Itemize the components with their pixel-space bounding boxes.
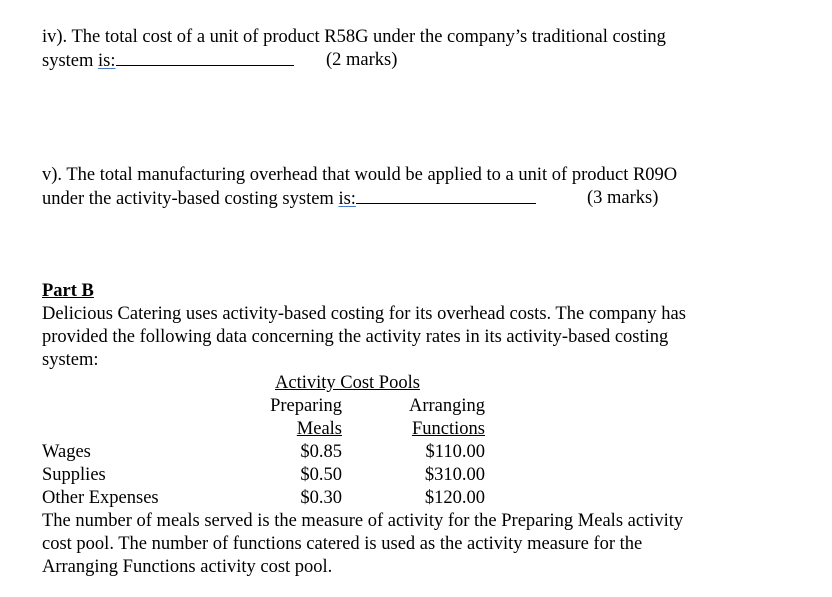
question-v-line1: v). The total manufacturing overhead that would be applied to a unit of product R09O [42, 165, 678, 185]
table-cell: $120.00 [424, 488, 485, 508]
question-v-line2-prefix: under the activity-based costing system [42, 189, 339, 209]
answer-blank-iv[interactable] [116, 49, 294, 66]
question-iv-line2 [42, 49, 294, 72]
table-row-label: Other Expenses [42, 488, 159, 508]
part-b-closing-line: Arranging Functions activity cost pool. [42, 557, 333, 577]
table-row-label: Wages [42, 442, 91, 462]
question-iv-line1: iv). The total cost of a unit of product R58G under the company’s traditional costing [42, 27, 666, 47]
question-v-line2 [42, 187, 536, 210]
question-v-is-label: is: [338, 189, 356, 209]
question-iv-marks: (2 marks) [326, 50, 398, 70]
col1-header-line: Preparing [270, 396, 342, 416]
col1-header-cell [243, 418, 342, 441]
table-cell: $0.85 [300, 442, 342, 462]
table-group-header: Activity Cost Pools [275, 373, 420, 393]
table-cell: $0.30 [300, 488, 342, 508]
part-b-heading: Part B [42, 281, 94, 301]
table-cell: $110.00 [425, 442, 485, 462]
answer-blank-v[interactable] [356, 187, 536, 204]
question-iv-is-label: is: [98, 51, 116, 71]
table-cell: $0.50 [300, 465, 342, 485]
col1-header-line: Meals [296, 419, 342, 439]
part-b-closing-line: The number of meals served is the measure of activity for the Preparing Meals activity [42, 511, 684, 531]
col2-header-cell [385, 418, 485, 441]
question-iv-line2-prefix: system [42, 51, 99, 71]
col2-header-line: Arranging [408, 396, 485, 416]
part-b-closing-line: cost pool. The number of functions catered is used as the activity measure for the [42, 534, 643, 554]
part-b-intro-line: system: [42, 350, 99, 370]
col2-header-line: Functions [412, 419, 485, 439]
table-cell: $310.00 [424, 465, 485, 485]
table-row-label: Supplies [42, 465, 106, 485]
part-b-intro-line: Delicious Catering uses activity-based costing for its overhead costs. The company has [42, 304, 686, 324]
question-v-marks: (3 marks) [587, 188, 659, 208]
part-b-intro-line: provided the following data concerning the activity rates in its activity-based costing [42, 327, 669, 347]
